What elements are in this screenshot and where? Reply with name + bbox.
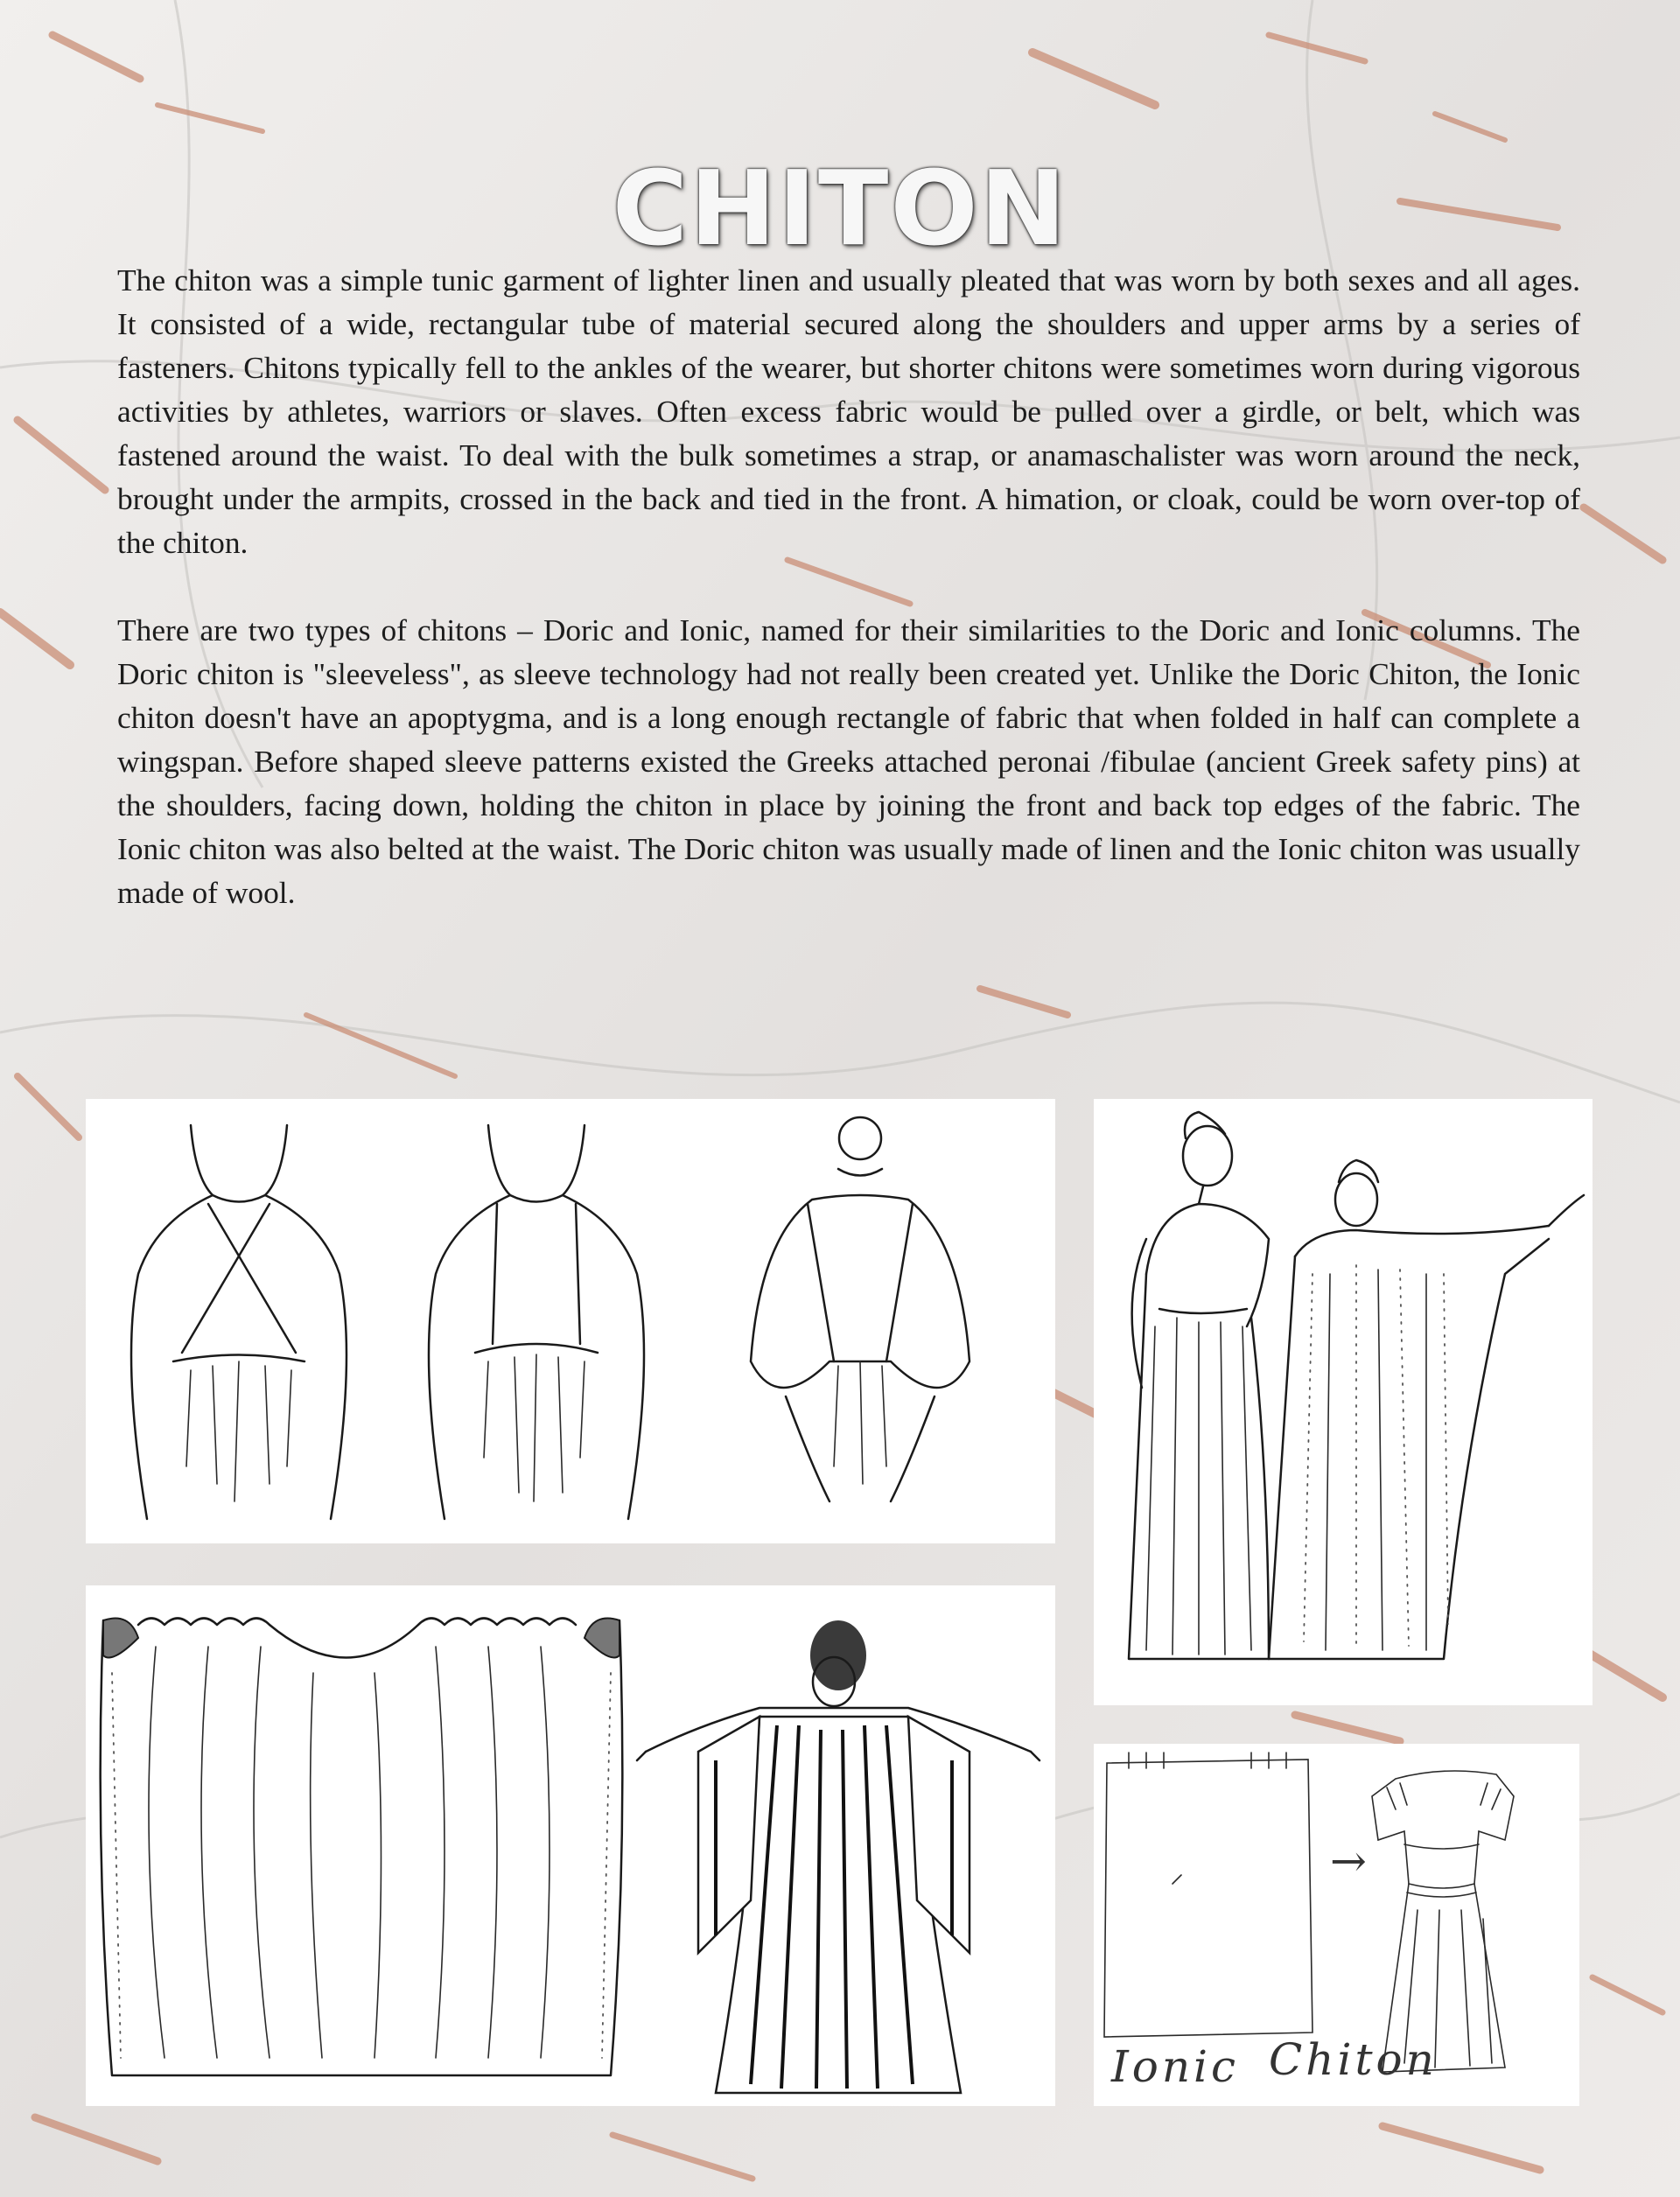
sketch-rectangle <box>1104 1753 1312 2037</box>
figure-back-draped <box>751 1117 970 1501</box>
paragraph-intro: The chiton was a simple tunic garment of lighter linen and usually pleated that was worn by both sexes and all ages. It consisted of a wide, rectangular tube of material secured along the shoulders and upper arms by a series of fasteners. Chitons typically fell to the ankles of the wearer, but shorter chitons were sometimes worn during vigorous activities by athletes, warriors or slaves. Often excess fabric would be pulled over a girdle, or belt, which was fastened around the waist. To deal with the bulk sometimes a strap, or anamaschalister was worn around the neck, brought under the armpits, crossed in the back and tied in the front. A himation, or cloak, could be worn over-top of the chiton. <box>117 262 1580 560</box>
illustration-ionic-sketch <box>1094 1744 1579 2106</box>
body-text <box>117 258 1580 914</box>
figure-woman-right <box>1269 1160 1584 1659</box>
illustration-back-views <box>86 1099 1055 1543</box>
flat-chiton-drawing <box>101 1619 623 2076</box>
illustration-ionic-chiton <box>86 1585 1055 2106</box>
illustration-two-women <box>1094 1099 1592 1705</box>
draped-figure-drawing <box>637 1620 1040 2093</box>
page-title: CHITON <box>612 148 1068 269</box>
figure-woman-left <box>1129 1112 1269 1659</box>
sketch-arrow: → <box>1330 1836 1370 1886</box>
paragraph-types: There are two types of chitons – Doric and Ionic, named for their similarities to the Doric and Ionic columns. The Doric chiton is "sleeveless", as sleeve technology had not really been created yet. Unlike the Doric Chiton, the Ionic chiton doesn't have an apoptygma, and is a long enough rectangle of fabric that when folded in half can complete a wingspan. Before shaped sleeve patterns existed the Greeks attached peronai /fibulae (ancient Greek safety pins) at the shoulders, facing down, holding the chiton in place by joining the front and back top edges of the fabric. The Ionic chiton was also belted at the waist. The Doric chiton was usually made of linen and the Ionic chiton was usually made of wool. <box>117 612 1580 910</box>
figure-back-crossed-straps <box>131 1125 346 1519</box>
sketch-draped-chiton <box>1372 1771 1514 2072</box>
figure-back-belted <box>429 1125 644 1519</box>
sketch-label-ionic: Ionic <box>1111 2041 1240 2092</box>
sketch-label-chiton: Chiton <box>1269 2034 1438 2085</box>
